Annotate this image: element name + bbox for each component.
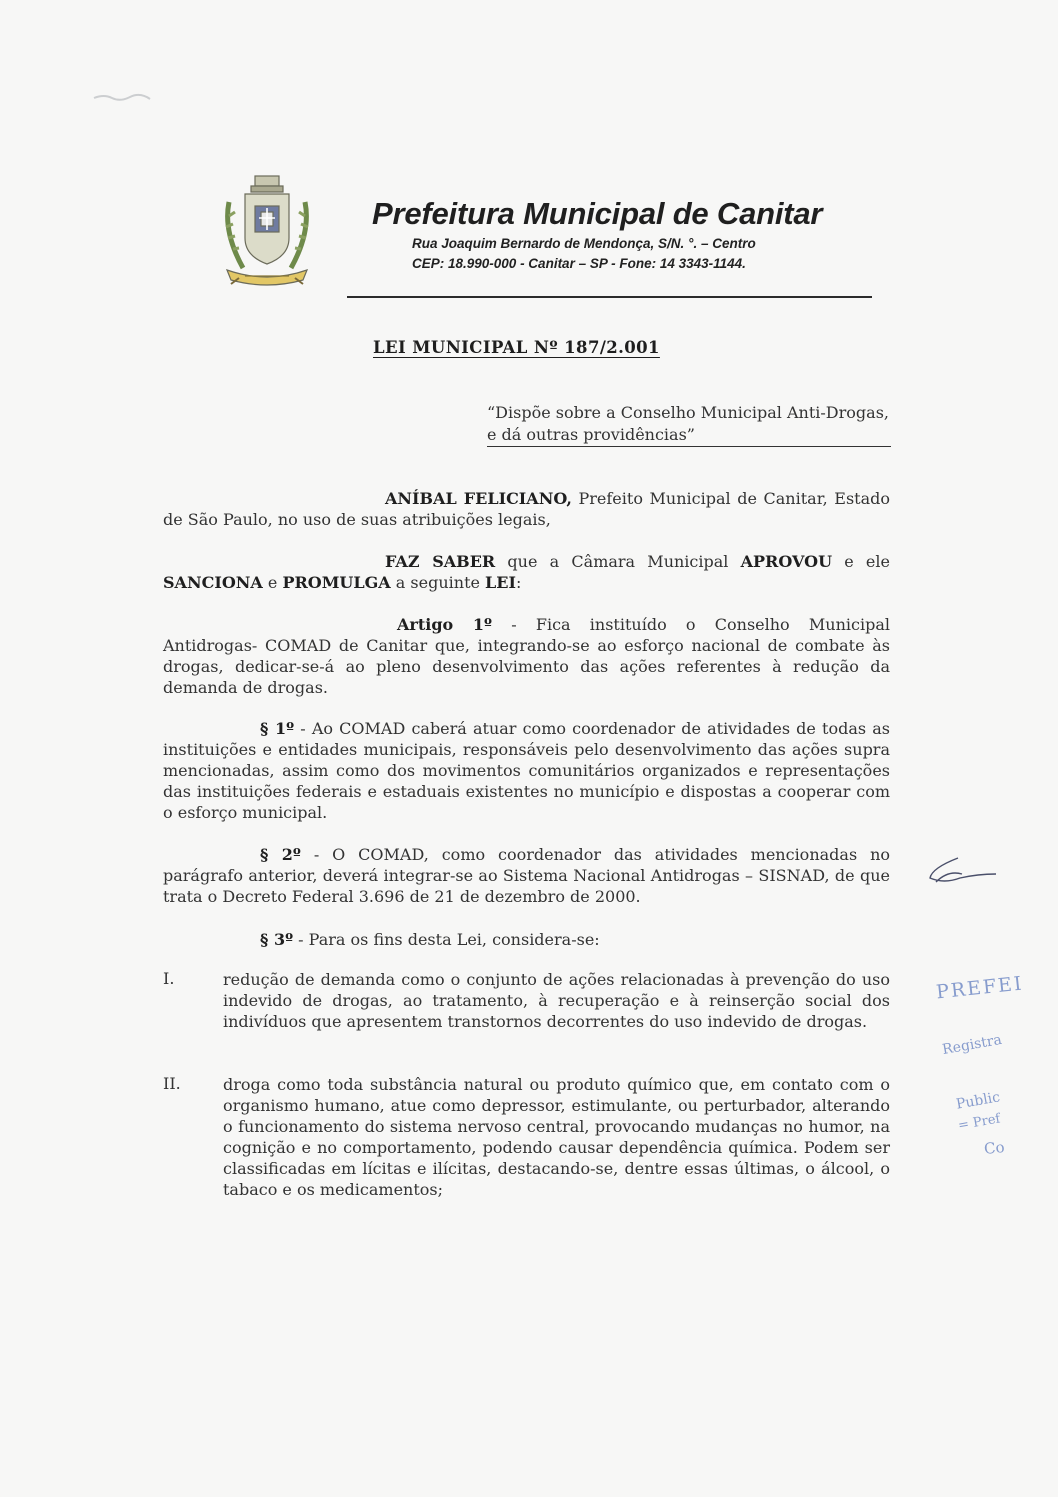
- faz-saber-text-4: a seguinte: [390, 573, 486, 592]
- paragraph-3: [163, 929, 890, 950]
- header-divider: [347, 296, 872, 298]
- item-text: redução de demanda como o conjunto de ações relacionadas à prevenção do uso indevido de drogas, ao tratamento, à recuperação e à reinserção social dos indivíduos que apresentem transtornos decorrentes do uso indevido de drogas.: [223, 970, 890, 1031]
- item-text: droga como toda substância natural ou produto químico que, em contato com o organismo humano, atue como depressor, estimulante, ou perturbador, alterando o funcionamento do sistema nervoso central, provocando mudanças no humor, na cognição e no comportamento, podendo causar dependência química. Podem ser classificadas em lícitas e ilícitas, destacando-se, dentre essas últimas, o álcool, o tabaco e os medicamentos;: [223, 1075, 890, 1199]
- promulga-label: PROMULGA: [282, 573, 391, 592]
- stamp-line: = Pref: [957, 1111, 1002, 1134]
- sanciona-label: SANCIONA: [163, 573, 263, 592]
- stamp-line: Public: [954, 1089, 1002, 1113]
- paragraph-3-label: § 3º: [260, 930, 294, 949]
- header-address: Rua Joaquim Bernardo de Mendonça, S/N. °. – Centro: [412, 236, 756, 251]
- municipal-coat-of-arms-icon: [215, 172, 319, 296]
- faz-saber-text-2: e ele: [832, 552, 890, 571]
- stamp-line: PREFEI: [935, 972, 1025, 1004]
- paragraph-2-text: - O COMAD, como coordenador das atividades mencionadas no parágrafo anterior, deverá integrar-se ao Sistema Nacional Antidrogas – SISNAD, de que trata o Decreto Federal 3.696 de 21 de dezembro de 2000.: [163, 845, 891, 906]
- header-cep-phone: CEP: 18.990-000 - Canitar – SP - Fone: 14 3343-1144.: [412, 256, 746, 271]
- artigo-1-paragraph: [163, 614, 890, 698]
- artigo-1-label: Artigo 1º: [397, 615, 493, 634]
- paragraph-1: [163, 718, 890, 823]
- paragraph-1-label: § 1º: [260, 719, 295, 738]
- aprovou-label: APROVOU: [740, 552, 833, 571]
- intro-paragraph: [163, 488, 890, 530]
- faz-saber-text-1: que a Câmara Municipal: [495, 552, 741, 571]
- faz-saber-label: FAZ SABER: [385, 552, 496, 571]
- faz-saber-paragraph: [163, 551, 890, 593]
- faz-saber-text-3: e: [262, 573, 283, 592]
- mayor-name: ANÍBAL FELICIANO,: [385, 489, 572, 508]
- paragraph-2: [163, 844, 890, 907]
- paragraph-3-text: - Para os fins desta Lei, considera-se:: [293, 930, 600, 949]
- paragraph-1-text: - Ao COMAD caberá atuar como coordenador de atividades de todas as instituições e entidades municipais, responsáveis pelo desenvolvimento das ações supra mencionadas, assim como dos movimentos comunitários organizados e representações das instituições federais e estaduais existentes no município e dispostas a cooperar com o esforço municipal.: [163, 719, 890, 822]
- artigo-1-text: - Fica instituído o Conselho Municipal Antidrogas- COMAD de Canitar que, integrando-se ao esforço nacional de combate às drogas, dedicar-se-á ao pleno desenvolvimento das ações referentes à redução da demanda de drogas.: [163, 615, 890, 697]
- faz-saber-text-5: :: [515, 573, 522, 592]
- paragraph-2-label: § 2º: [260, 845, 301, 864]
- law-summary: “Dispõe sobre a Conselho Municipal Anti-Drogas, e dá outras providências”: [487, 403, 889, 444]
- registration-stamp: [928, 965, 1058, 1185]
- header-title: Prefeitura Municipal de Canitar: [372, 196, 823, 231]
- summary-underline: [487, 446, 891, 447]
- item-number: I.: [163, 969, 175, 988]
- intro-text: Prefeito Municipal de Canitar, Estado de São Paulo, no uso de suas atribuições legais,: [163, 489, 890, 529]
- law-title: LEI MUNICIPAL Nº 187/2.001: [373, 338, 660, 357]
- scan-artifact: [90, 90, 170, 104]
- item-number: II.: [163, 1074, 181, 1093]
- lei-label: LEI: [485, 573, 516, 592]
- margin-signature-icon: [922, 848, 1002, 898]
- stamp-line: Co: [983, 1137, 1006, 1159]
- stamp-line: Registra: [941, 1031, 1004, 1059]
